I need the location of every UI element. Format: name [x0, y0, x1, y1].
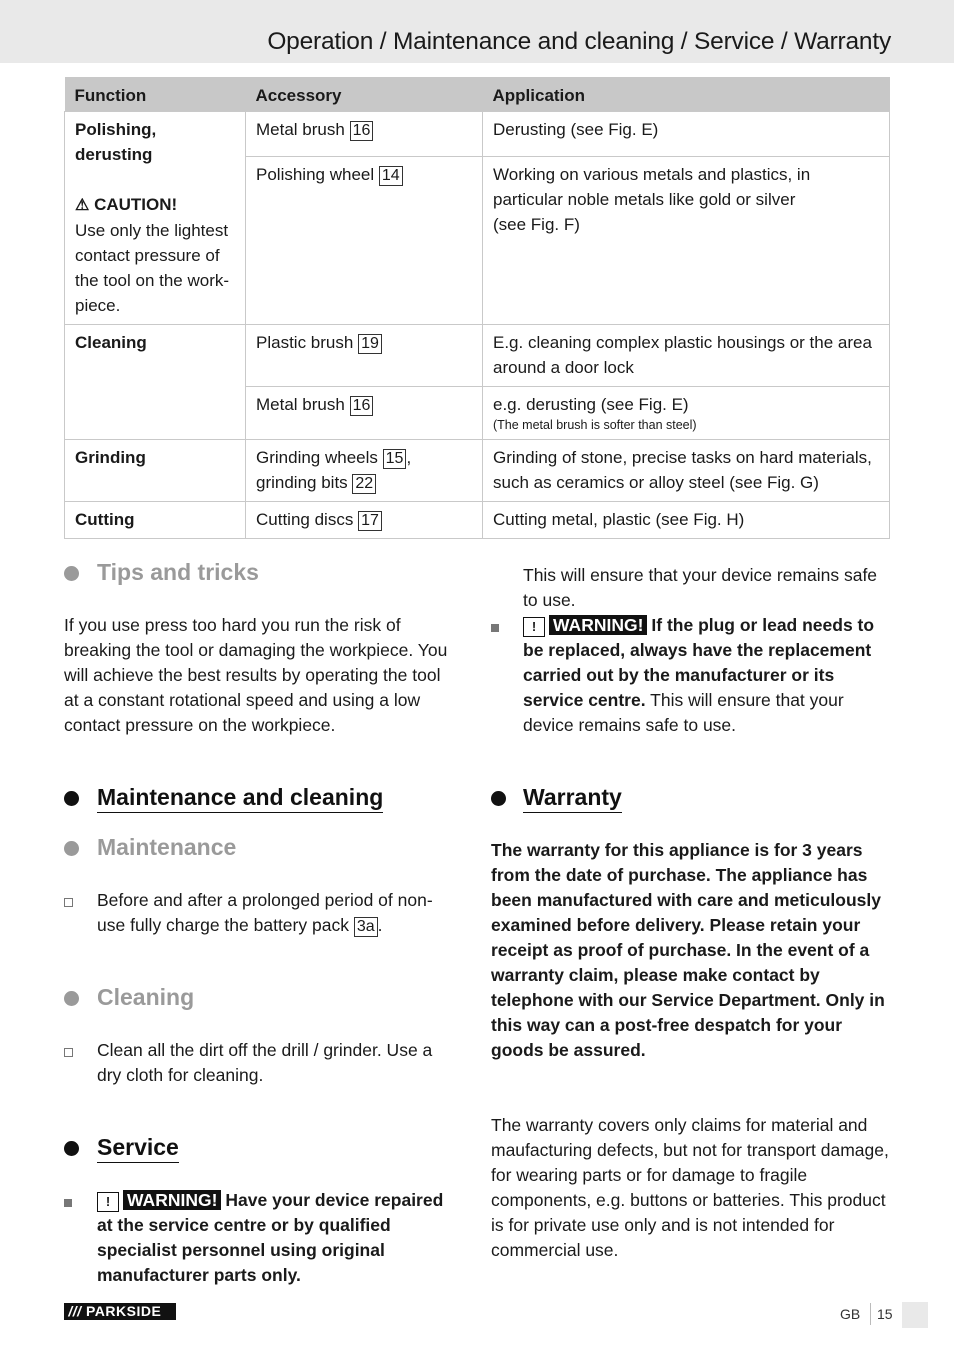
warning-badge: WARNING!: [549, 615, 647, 635]
function-cutting: Cutting: [75, 510, 135, 529]
maintenance-heading: Maintenance: [97, 834, 237, 860]
service-item-1-bold: Have your device repaired at the service centre or by qualified specialist personnel using original manufacturer parts only.: [97, 1190, 444, 1285]
warning-triangle-icon: ⚠: [75, 197, 90, 214]
accessory-name: Grinding wheels: [256, 448, 378, 467]
function-polishing-cell: [65, 112, 246, 325]
part-number: 16: [350, 121, 374, 141]
header-accessory: Accessory: [246, 77, 483, 112]
part-number: 3a: [354, 917, 378, 937]
function-cleaning-cell: [65, 325, 246, 440]
maintenance-cleaning-heading: Maintenance and cleaning: [97, 784, 383, 813]
maintenance-text-body: Before and after a prolonged period of non-use fully charge the battery pack: [97, 890, 433, 935]
maintenance-text: Before and after a prolonged period of non-use fully charge the battery pack 3a .: [97, 890, 433, 935]
warranty-bold-text: The warranty for this appliance is for 3 years from the date of purchase. The appliance has been manufactured with care and meticulously examined before delivery. Please retain your receipt as proof of purchase. In the event of a warranty claim, please make contact by telephone with our Service Department. Only in this way can a post-free despatch for your goods be assured.: [491, 840, 885, 1060]
accessory-name: grinding bits: [256, 473, 348, 492]
bullet-dot-icon: [64, 1141, 79, 1156]
table-row: [65, 440, 890, 502]
logo-text: PARKSIDE: [86, 1303, 162, 1319]
function-cleaning: Cleaning: [75, 333, 147, 352]
function-grinding-cell: [65, 440, 246, 502]
logo-stripes-icon: ///: [68, 1303, 82, 1319]
application-cell: Derusting (see Fig. E): [483, 112, 890, 157]
function-cutting-cell: [65, 502, 246, 539]
accessory-name: Metal brush: [256, 120, 345, 139]
checkbox-bullet-icon: [64, 898, 73, 907]
footer-divider: [870, 1303, 871, 1325]
parkside-logo: [64, 1303, 176, 1320]
page-title: Operation / Maintenance and cleaning / Service / Warranty: [267, 28, 891, 55]
function-grinding: Grinding: [75, 448, 146, 467]
part-number: 15: [383, 449, 407, 469]
accessory-cell: [246, 387, 483, 440]
service-item-2: [523, 613, 893, 738]
checkbox-bullet-icon: [64, 1048, 73, 1057]
warning-triangle-icon: !: [523, 617, 545, 637]
part-number: 14: [379, 166, 403, 186]
table-row: [65, 325, 890, 387]
header-application: Application: [483, 77, 890, 112]
square-bullet-icon: [491, 624, 499, 632]
service-heading: Service: [97, 1134, 179, 1163]
table-header-row: [65, 77, 890, 112]
bullet-dot-icon: [64, 991, 79, 1006]
application-cell: Cutting metal, plastic (see Fig. H): [483, 502, 890, 539]
square-bullet-icon: [64, 1199, 72, 1207]
application-note: (The metal brush is softer than steel): [493, 418, 697, 432]
bullet-dot-icon: [491, 791, 506, 806]
application-cell: [483, 387, 890, 440]
accessory-cell: [246, 157, 483, 325]
page-header-bar: [0, 0, 954, 63]
caution-text: Use only the lightest contact pressure of the tool on the work-piece.: [75, 221, 230, 315]
caution-label: CAUTION!: [94, 195, 178, 214]
service-item-1-rest-text: This will ensure that your device remains safe to use.: [523, 565, 878, 610]
application-text: e.g. derusting (see Fig. E): [493, 395, 689, 414]
warning-badge: WARNING!: [123, 1190, 221, 1210]
service-item-1: [97, 1188, 457, 1288]
warranty-text: The warranty covers only claims for material and maufacturing defects, but not for transport damage, for wearing parts or for damage to fragile components, e.g. buttons or batteries. This product is for private use only and is not intended for commercial use.: [491, 1115, 889, 1260]
header-function: Function: [65, 77, 246, 112]
page-number: 15: [877, 1306, 893, 1322]
footer-tab-marker: [902, 1302, 928, 1328]
warning-triangle-icon: !: [97, 1192, 119, 1212]
bullet-dot-icon: [64, 841, 79, 856]
service-item-2-bold: If the plug or lead needs to be replaced, always have the replacement carried out by the manufacturer or its service centre.: [523, 615, 875, 710]
bullet-dot-icon: [64, 566, 79, 581]
caution-heading: [75, 192, 235, 218]
function-table: [64, 77, 890, 539]
accessory-cell: [246, 112, 483, 157]
table-row: [65, 112, 890, 157]
part-number: 19: [358, 334, 382, 354]
application-cell: Grinding of stone, precise tasks on hard materials, such as ceramics or alloy steel (see Fig. G): [483, 440, 890, 502]
accessory-cell: [246, 325, 483, 387]
cleaning-text: Clean all the dirt off the drill / grinder. Use a dry cloth for cleaning.: [97, 1040, 433, 1085]
part-number: 17: [358, 511, 382, 531]
part-number: 22: [352, 474, 376, 494]
accessory-name: Cutting discs: [256, 510, 354, 529]
tips-heading: Tips and tricks: [97, 559, 259, 585]
application-cell: [483, 157, 890, 325]
footer-language: GB: [840, 1306, 861, 1322]
warranty-heading: Warranty: [523, 784, 622, 813]
comma: ,: [406, 448, 412, 467]
part-number: 16: [350, 396, 374, 416]
accessory-name: Polishing wheel: [256, 165, 375, 184]
accessory-cell: [246, 502, 483, 539]
accessory-name: Metal brush: [256, 395, 345, 414]
application-text: Working on various metals and plastics, in particular noble metals like gold or silver (see Fig. F): [493, 165, 811, 234]
service-item-2-rest: This will ensure that your device remains safe to use.: [523, 690, 844, 735]
bullet-dot-icon: [64, 791, 79, 806]
table-row: [65, 502, 890, 539]
service-item-1-rest: [523, 563, 893, 613]
tips-text: If you use press too hard you run the risk of breaking the tool or damaging the workpiece. You will achieve the best results by operating the tool at a constant rotational speed and using a low contact pressure on the workpiece.: [64, 615, 448, 735]
cleaning-heading: Cleaning: [97, 984, 195, 1010]
accessory-cell: [246, 440, 483, 502]
application-cell: E.g. cleaning complex plastic housings or the area around a door lock: [483, 325, 890, 387]
function-polishing: Polishing, derusting: [75, 120, 157, 164]
accessory-name: Plastic brush: [256, 333, 354, 352]
